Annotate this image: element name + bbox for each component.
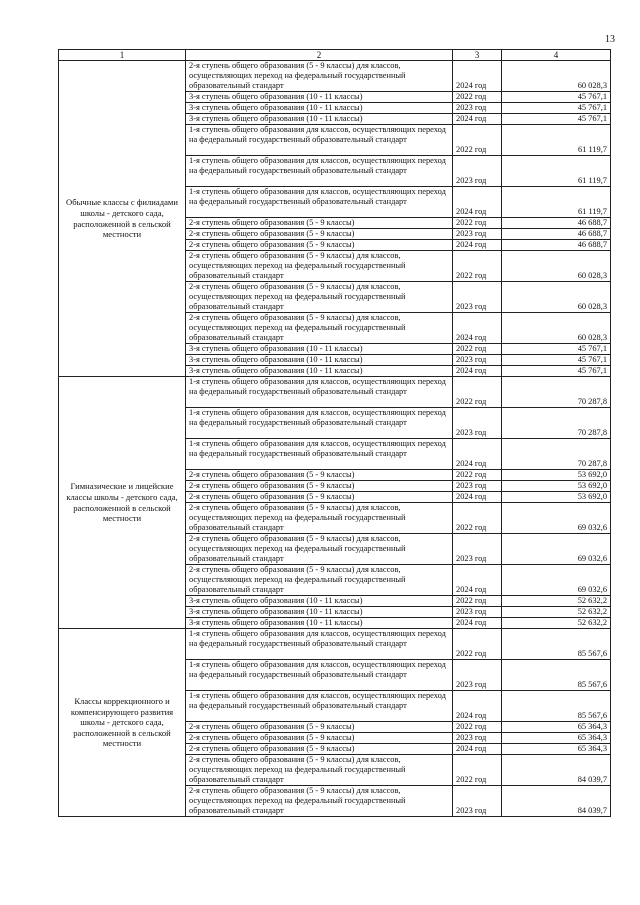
education-level-cell: 1-я ступень общего образования для классов, осуществляющих переход на федеральный государственный образовательный стандарт	[186, 408, 453, 439]
year-cell: 2022 год	[453, 596, 502, 607]
education-level-cell: 3-я ступень общего образования (10 - 11 классы)	[186, 355, 453, 366]
year-cell: 2022 год	[453, 218, 502, 229]
education-level-cell: 3-я ступень общего образования (10 - 11 классы)	[186, 103, 453, 114]
education-level-cell: 1-я ступень общего образования для классов, осуществляющих переход на федеральный государственный образовательный стандарт	[186, 187, 453, 218]
education-level-cell: 2-я ступень общего образования (5 - 9 классы) для классов, осуществляющих переход на федеральный государственный образовательный стандарт	[186, 534, 453, 565]
year-cell: 2023 год	[453, 156, 502, 187]
value-cell: 46 688,7	[502, 229, 611, 240]
year-cell: 2023 год	[453, 408, 502, 439]
education-level-cell: 3-я ступень общего образования (10 - 11 классы)	[186, 114, 453, 125]
year-cell: 2023 год	[453, 607, 502, 618]
education-level-cell: 3-я ступень общего образования (10 - 11 классы)	[186, 618, 453, 629]
value-cell: 69 032,6	[502, 503, 611, 534]
education-level-cell: 2-я ступень общего образования (5 - 9 классы) для классов, осуществляющих переход на федеральный государственный образовательный стандарт	[186, 755, 453, 786]
value-cell: 60 028,3	[502, 61, 611, 92]
year-cell: 2024 год	[453, 313, 502, 344]
year-cell: 2022 год	[453, 344, 502, 355]
education-level-cell: 3-я ступень общего образования (10 - 11 классы)	[186, 607, 453, 618]
year-cell: 2023 год	[453, 481, 502, 492]
education-level-cell: 3-я ступень общего образования (10 - 11 классы)	[186, 92, 453, 103]
education-level-cell: 3-я ступень общего образования (10 - 11 классы)	[186, 344, 453, 355]
value-cell: 52 632,2	[502, 618, 611, 629]
year-cell: 2023 год	[453, 282, 502, 313]
education-level-cell: 1-я ступень общего образования для классов, осуществляющих переход на федеральный государственный образовательный стандарт	[186, 125, 453, 156]
year-cell: 2024 год	[453, 439, 502, 470]
value-cell: 70 287,8	[502, 377, 611, 408]
value-cell: 65 364,3	[502, 744, 611, 755]
year-cell: 2022 год	[453, 470, 502, 481]
education-level-cell: 2-я ступень общего образования (5 - 9 классы)	[186, 722, 453, 733]
education-level-cell: 2-я ступень общего образования (5 - 9 классы) для классов, осуществляющих переход на федеральный государственный образовательный стандарт	[186, 503, 453, 534]
year-cell: 2024 год	[453, 114, 502, 125]
education-level-cell: 2-я ступень общего образования (5 - 9 классы) для классов, осуществляющих переход на федеральный государственный образовательный стандарт	[186, 313, 453, 344]
year-cell: 2023 год	[453, 103, 502, 114]
education-level-cell: 2-я ступень общего образования (5 - 9 классы)	[186, 744, 453, 755]
document-sheet	[58, 49, 610, 817]
education-level-cell: 1-я ступень общего образования для классов, осуществляющих переход на федеральный государственный образовательный стандарт	[186, 377, 453, 408]
education-level-cell: 2-я ступень общего образования (5 - 9 классы) для классов, осуществляющих переход на федеральный государственный образовательный стандарт	[186, 282, 453, 313]
tariff-table	[58, 49, 611, 817]
education-level-cell: 2-я ступень общего образования (5 - 9 классы)	[186, 218, 453, 229]
year-cell: 2023 год	[453, 355, 502, 366]
year-cell: 2024 год	[453, 618, 502, 629]
year-cell: 2023 год	[453, 660, 502, 691]
year-cell: 2022 год	[453, 503, 502, 534]
year-cell: 2024 год	[453, 744, 502, 755]
year-cell: 2024 год	[453, 187, 502, 218]
value-cell: 61 119,7	[502, 187, 611, 218]
education-level-cell: 2-я ступень общего образования (5 - 9 классы) для классов, осуществляющих переход на федеральный государственный образовательный стандарт	[186, 61, 453, 92]
value-cell: 61 119,7	[502, 125, 611, 156]
value-cell: 65 364,3	[502, 733, 611, 744]
year-cell: 2024 год	[453, 492, 502, 503]
value-cell: 69 032,6	[502, 565, 611, 596]
group-name-cell: Обычные классы с филиадами школы - детского сада, расположенной в сельской местности	[59, 61, 186, 377]
year-cell: 2024 год	[453, 691, 502, 722]
value-cell: 45 767,1	[502, 114, 611, 125]
value-cell: 46 688,7	[502, 218, 611, 229]
value-cell: 45 767,1	[502, 344, 611, 355]
education-level-cell: 2-я ступень общего образования (5 - 9 классы)	[186, 470, 453, 481]
education-level-cell: 2-я ступень общего образования (5 - 9 классы) для классов, осуществляющих переход на федеральный государственный образовательный стандарт	[186, 565, 453, 596]
education-level-cell: 2-я ступень общего образования (5 - 9 классы) для классов, осуществляющих переход на федеральный государственный образовательный стандарт	[186, 251, 453, 282]
year-cell: 2023 год	[453, 534, 502, 565]
year-cell: 2023 год	[453, 786, 502, 817]
value-cell: 60 028,3	[502, 313, 611, 344]
education-level-cell: 2-я ступень общего образования (5 - 9 классы)	[186, 229, 453, 240]
education-level-cell: 1-я ступень общего образования для классов, осуществляющих переход на федеральный государственный образовательный стандарт	[186, 439, 453, 470]
value-cell: 70 287,8	[502, 408, 611, 439]
year-cell: 2022 год	[453, 722, 502, 733]
value-cell: 60 028,3	[502, 251, 611, 282]
value-cell: 60 028,3	[502, 282, 611, 313]
year-cell: 2022 год	[453, 755, 502, 786]
education-level-cell: 1-я ступень общего образования для классов, осуществляющих переход на федеральный государственный образовательный стандарт	[186, 691, 453, 722]
value-cell: 45 767,1	[502, 366, 611, 377]
education-level-cell: 2-я ступень общего образования (5 - 9 классы)	[186, 733, 453, 744]
value-cell: 52 632,2	[502, 607, 611, 618]
value-cell: 70 287,8	[502, 439, 611, 470]
value-cell: 53 692,0	[502, 481, 611, 492]
education-level-cell: 1-я ступень общего образования для классов, осуществляющих переход на федеральный государственный образовательный стандарт	[186, 629, 453, 660]
table-header-row	[59, 50, 611, 61]
column-header-3: 3	[453, 50, 502, 61]
value-cell: 52 632,2	[502, 596, 611, 607]
year-cell: 2024 год	[453, 61, 502, 92]
education-level-cell: 2-я ступень общего образования (5 - 9 классы)	[186, 240, 453, 251]
group-name-cell: Классы коррекционного и компенсирующего развития школы - детского сада, расположенной в сельской местности	[59, 629, 186, 817]
value-cell: 69 032,6	[502, 534, 611, 565]
value-cell: 84 039,7	[502, 755, 611, 786]
value-cell: 45 767,1	[502, 355, 611, 366]
year-cell: 2022 год	[453, 377, 502, 408]
year-cell: 2023 год	[453, 229, 502, 240]
value-cell: 65 364,3	[502, 722, 611, 733]
education-level-cell: 2-я ступень общего образования (5 - 9 классы) для классов, осуществляющих переход на федеральный государственный образовательный стандарт	[186, 786, 453, 817]
education-level-cell: 2-я ступень общего образования (5 - 9 классы)	[186, 481, 453, 492]
column-header-2: 2	[186, 50, 453, 61]
education-level-cell: 3-я ступень общего образования (10 - 11 классы)	[186, 366, 453, 377]
table-row	[59, 629, 611, 660]
table-row	[59, 377, 611, 408]
value-cell: 46 688,7	[502, 240, 611, 251]
value-cell: 45 767,1	[502, 103, 611, 114]
year-cell: 2022 год	[453, 251, 502, 282]
year-cell: 2024 год	[453, 366, 502, 377]
value-cell: 61 119,7	[502, 156, 611, 187]
value-cell: 85 567,6	[502, 660, 611, 691]
page-number: 13	[605, 34, 615, 45]
year-cell: 2022 год	[453, 125, 502, 156]
value-cell: 84 039,7	[502, 786, 611, 817]
column-header-4: 4	[502, 50, 611, 61]
year-cell: 2022 год	[453, 92, 502, 103]
year-cell: 2022 год	[453, 629, 502, 660]
value-cell: 85 567,6	[502, 629, 611, 660]
year-cell: 2024 год	[453, 240, 502, 251]
value-cell: 53 692,0	[502, 492, 611, 503]
column-header-1: 1	[59, 50, 186, 61]
table-row	[59, 61, 611, 92]
education-level-cell: 1-я ступень общего образования для классов, осуществляющих переход на федеральный государственный образовательный стандарт	[186, 156, 453, 187]
education-level-cell: 2-я ступень общего образования (5 - 9 классы)	[186, 492, 453, 503]
value-cell: 53 692,0	[502, 470, 611, 481]
value-cell: 85 567,6	[502, 691, 611, 722]
education-level-cell: 3-я ступень общего образования (10 - 11 классы)	[186, 596, 453, 607]
table-body	[59, 61, 611, 817]
year-cell: 2023 год	[453, 733, 502, 744]
group-name-cell: Гимназические и лицейские классы школы - детского сада, расположенной в сельской местности	[59, 377, 186, 629]
education-level-cell: 1-я ступень общего образования для классов, осуществляющих переход на федеральный государственный образовательный стандарт	[186, 660, 453, 691]
value-cell: 45 767,1	[502, 92, 611, 103]
year-cell: 2024 год	[453, 565, 502, 596]
